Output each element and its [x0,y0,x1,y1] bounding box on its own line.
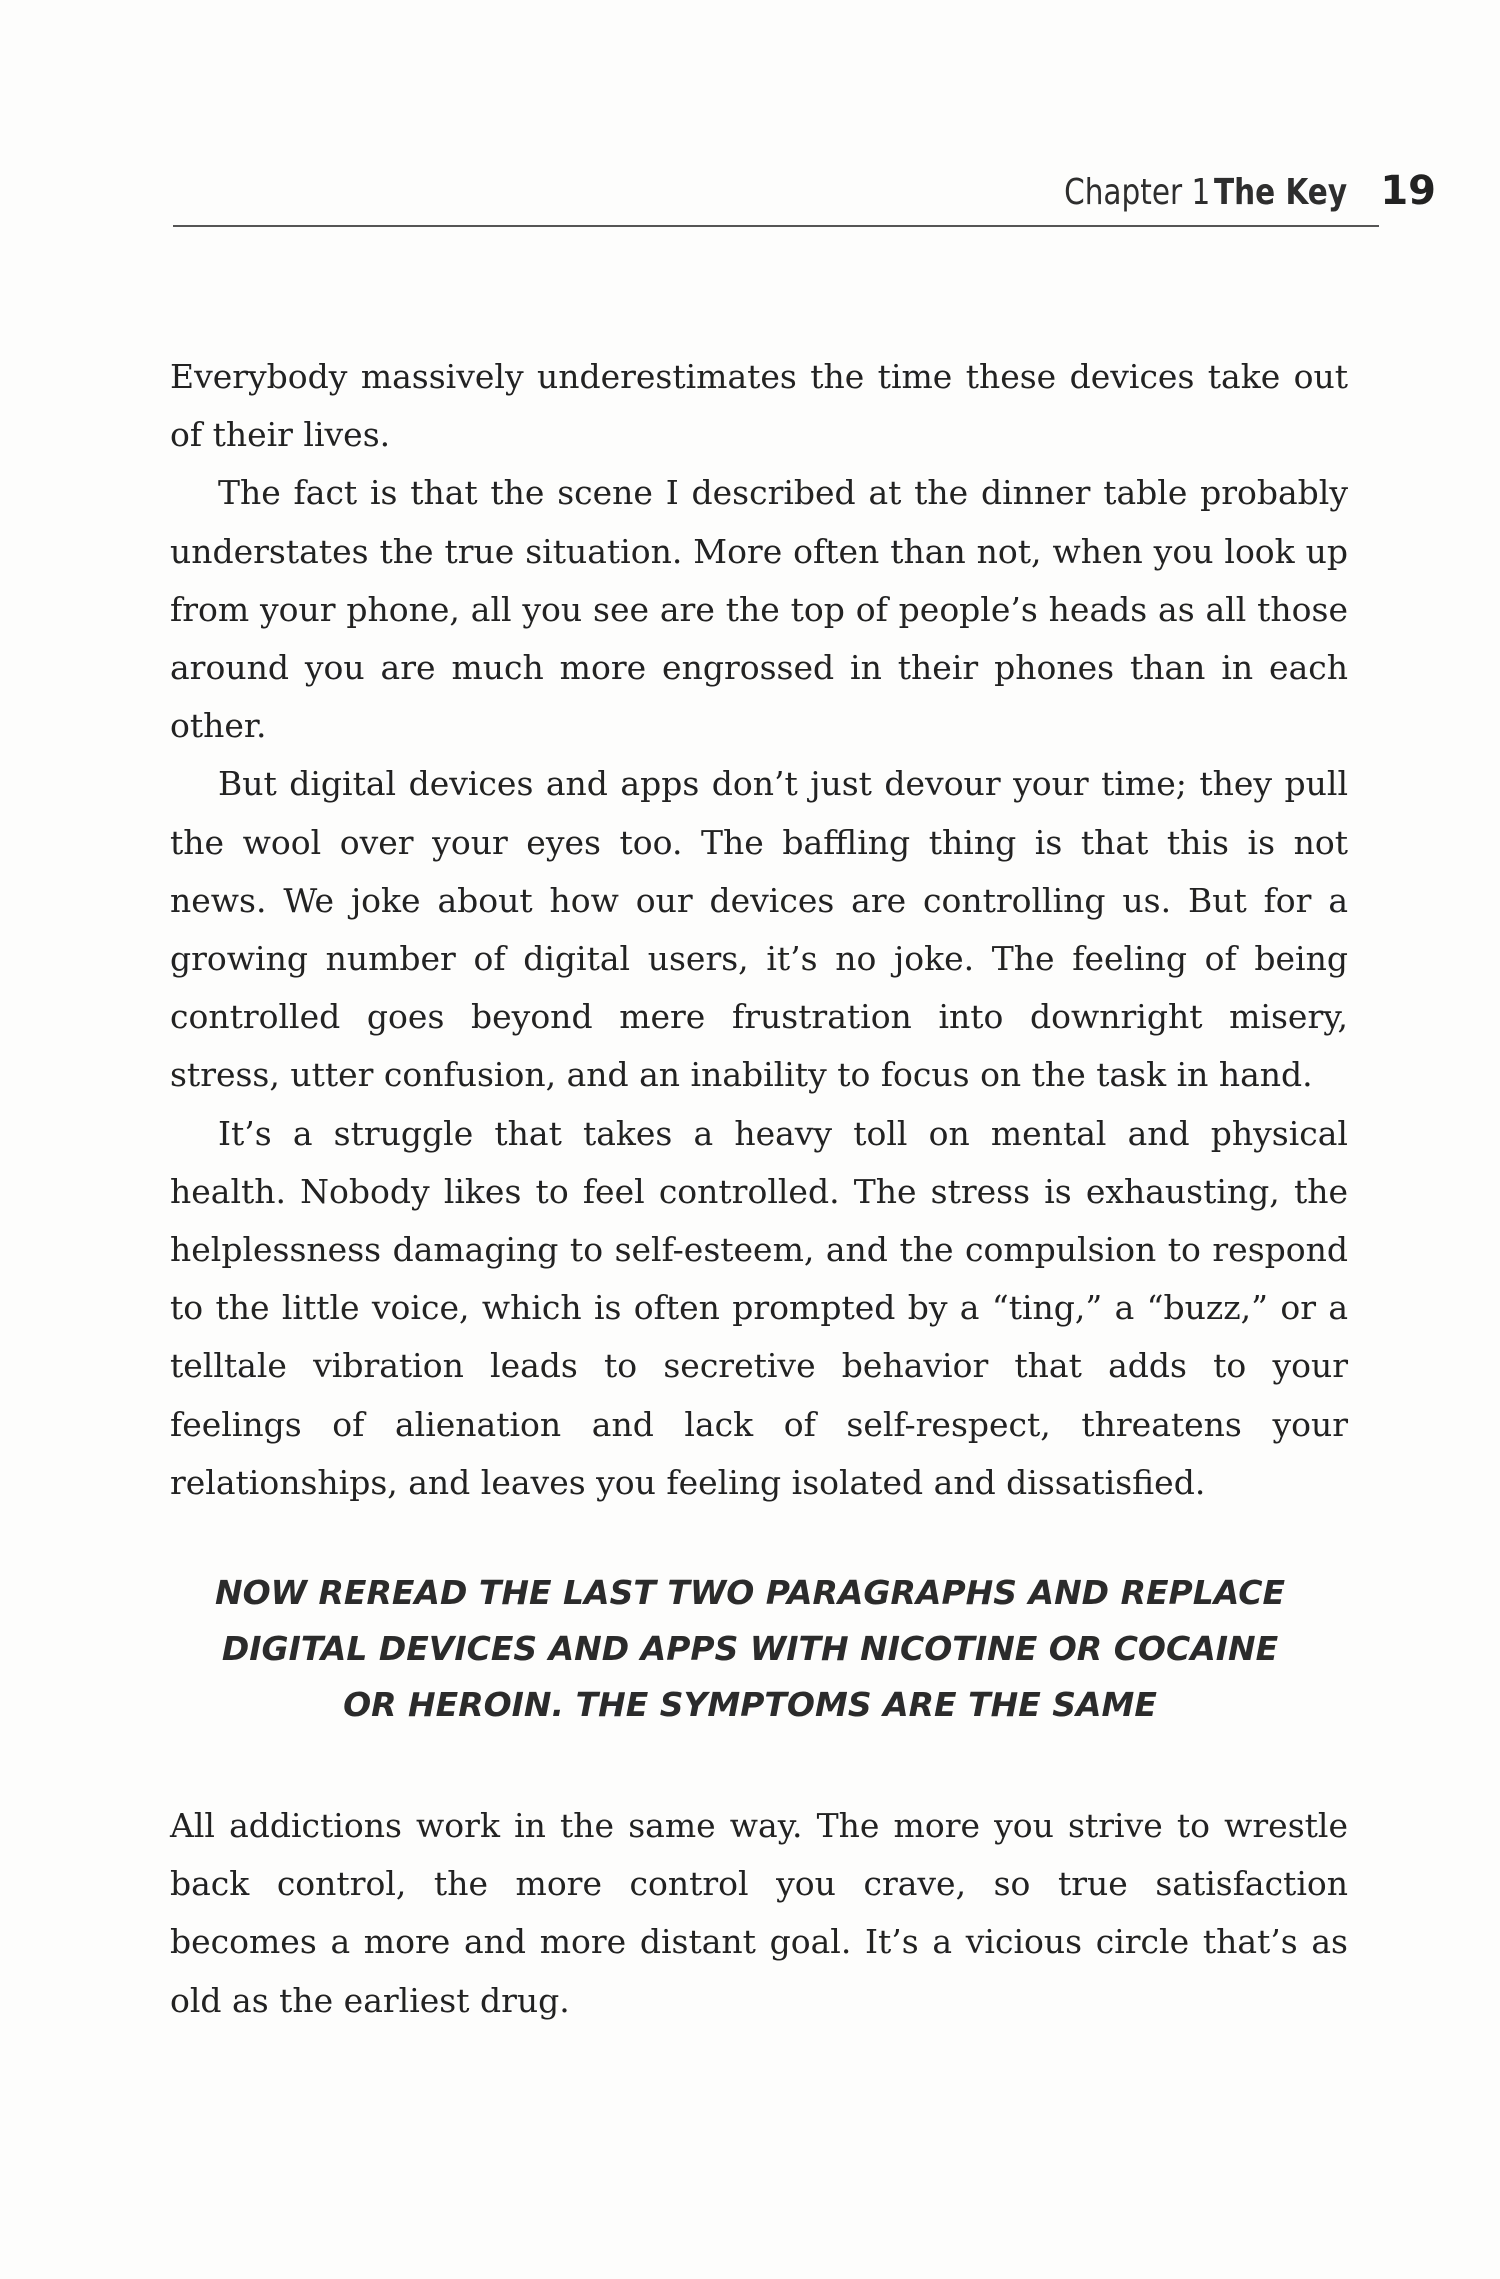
page-number: 19 [1380,168,1436,214]
running-head [1032,168,1436,214]
paragraph-3: But digital devices and apps don’t just devour your time; they pull the wool over your eyes too. The baffling thing is that this is not news. We joke about how our devices are controlling us. But for a growing number of digital users, it’s no joke. The feeling of being controlled goes beyond mere frustration into downright misery, stress, utter confusion, and an inability to focus on the task in hand. [170,764,1348,1095]
callout-line-3: OR HEROIN. THE SYMPTOMS ARE THE SAME [343,1685,1157,1724]
closing-text [170,1797,1348,2030]
paragraph-4: It’s a struggle that takes a heavy toll on mental and physical health. Nobody likes to feel controlled. The stress is exhausting, the helplessness damaging to self-esteem, and the compulsion to respond to the little voice, which is often prompted by a “ting,” a “buzz,” or a telltale vibration leads to secretive behavior that adds to your feelings of alienation and lack of self-respect, threatens your relationships, and leaves you feeling isolated and dissatisfied. [170,1113,1348,1502]
paragraph-1: Everybody massively underestimates the time these devices take out of their lives. [170,357,1348,455]
callout [180,1565,1320,1733]
chapter-label: Chapter 1 [1063,172,1211,213]
chapter-title: The Key [1214,172,1348,213]
paragraph-5: All addictions work in the same way. The more you strive to wrestle back control, the more control you crave, so true satisfaction becomes a more and more distant goal. It’s a vicious circle that’s as old as the earliest drug. [170,1806,1348,2020]
paragraph-2: The fact is that the scene I described at the dinner table probably understates the true situation. More often than not, when you look up from your phone, all you see are the top of people’s heads as all those around you are much more engrossed in their phones than in each other. [170,473,1348,746]
callout-line-1: NOW REREAD THE LAST TWO PARAGRAPHS AND REPLACE [214,1573,1286,1612]
body-text [170,348,1348,1512]
callout-line-2: DIGITAL DEVICES AND APPS WITH NICOTINE OR COCAINE [221,1629,1279,1668]
header-rule [173,225,1379,227]
